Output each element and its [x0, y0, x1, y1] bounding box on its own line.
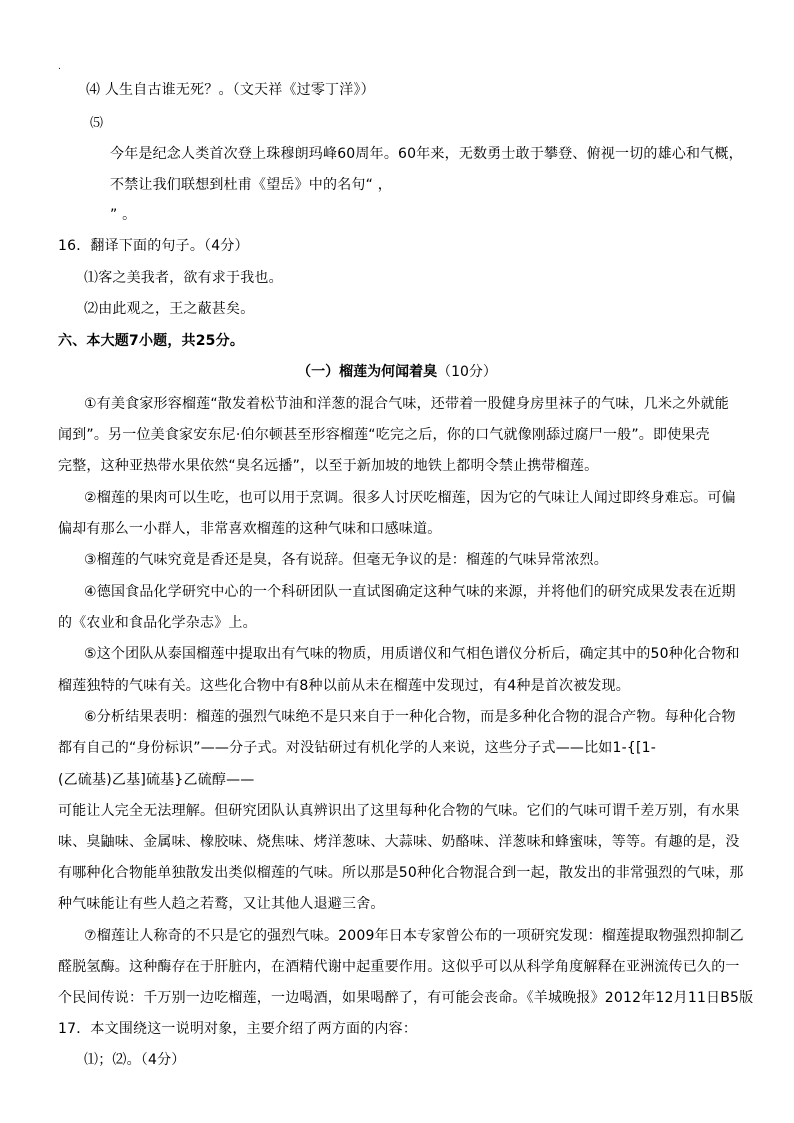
question-17-answer-line: ⑴；⑵。（4分） [84, 1052, 186, 1068]
paragraph-2-line-2: 偏却有那么一小群人，非常喜欢榴莲的这种气味和口感味道。 [58, 521, 442, 537]
paragraph-6-line-3: (乙硫基)乙基]硫基}乙硫醇—— [58, 772, 255, 788]
question-16-sentence-2: ⑵由此观之，王之蔽甚矣。 [84, 301, 255, 317]
paragraph-1-line-2: 闻到”。另一位美食家安东尼·伯尔顿甚至形容榴莲“吃完之后，你的口气就像刚舔过腐尸一般”。即使果壳 [58, 427, 710, 443]
paragraph-6-line-2: 都有自己的“身份标识”——分子式。对没钻研过有机化学的人来说，这些分子式——比如1-{[1- [58, 740, 656, 756]
paragraph-1-line-1: ①有美食家形容榴莲“散发着松节油和洋葱的混合气味，还带着一股健身房里袜子的气味，几米之外就能 [84, 396, 730, 412]
paragraph-7-line-2: 醛脱氢酶。这种酶存在于肝脏内，在酒精代谢中起重要作用。这似乎可以从科学角度解释在亚洲流传已久的一 [58, 959, 740, 975]
paragraph-6-line-1: ⑥分析结果表明：榴莲的强烈气味绝不是只来自于一种化合物，而是多种化合物的混合产物。每种化合物 [84, 709, 736, 725]
poem-item-5-line-2: 不禁让我们联想到杜甫《望岳》中的名句“ ， [110, 177, 392, 193]
paragraph-1-line-3: 完整，这种亚热带水果依然“臭名远播”，以至于新加坡的地铁上都明令禁止携带榴莲。 [58, 458, 599, 474]
paragraph-3-line-1: ③榴莲的气味究竟是香还是臭，各有说辞。但毫无争议的是：榴莲的气味异常浓烈。 [84, 552, 608, 568]
poem-item-5-number: ⑸ [90, 116, 104, 131]
paragraph-6-line-5: 味、臭鼬味、金属味、橡胶味、烧焦味、烤洋葱味、大蒜味、奶酪味、洋葱味和蜂蜜味，等等。有趣的是，没 [58, 834, 740, 850]
paragraph-5-line-1: ⑤这个团队从泰国榴莲中提取出有气味的物质，用质谱仪和气相色谱仪分析后，确定其中的50种化合物和 [84, 646, 740, 662]
poem-item-5-line-3: ” 。 [110, 207, 137, 223]
question-16-sentence-1: ⑴客之美我者，欲有求于我也。 [84, 270, 283, 286]
page-mark: . [58, 62, 61, 72]
paragraph-6-line-6: 有哪种化合物能单独散发出类似榴莲的气味。所以那是50种化合物混合到一起，散发出的非常强烈的气味，那 [58, 865, 744, 881]
section-6-heading: 六、本大题7小题，共25分。 [58, 333, 245, 349]
paragraph-4-line-2: 的《农业和食品化学杂志》上。 [58, 615, 257, 631]
question-17: 17．本文围绕这一说明对象，主要介绍了两方面的内容： [58, 1021, 418, 1037]
paragraph-7-line-1: ⑦榴莲让人称奇的不只是它的强烈气味。2009年日本专家曾公布的一项研究发现：榴莲提取物强烈抑制乙 [84, 928, 744, 944]
poem-item-4: ⑷ 人生自古谁无死？。（文天祥《过零丁洋》） [86, 82, 375, 98]
article-title-text: （一）榴莲为何闻着臭 [297, 364, 438, 380]
article-title-score: （10分） [437, 364, 497, 380]
paragraph-7-line-3: 个民间传说：千万别一边吃榴莲，一边喝酒，如果喝醉了，有可能会丧命。《羊城晚报》2012年12月11日B5版 [58, 990, 754, 1006]
paragraph-6-line-4: 可能让人完全无法理解。但研究团队认真辨识出了这里每种化合物的气味。它们的气味可谓千差万别，有水果 [58, 803, 740, 819]
article-title [0, 362, 794, 382]
paragraph-2-line-1: ②榴莲的果肉可以生吃，也可以用于烹调。很多人讨厌吃榴莲，因为它的气味让人闻过即终身难忘。可偏 [84, 490, 736, 506]
paragraph-6-line-7: 种气味能让有些人趋之若鹜，又让其他人退避三舍。 [58, 896, 385, 912]
question-16: 16．翻译下面的句子。（4分） [58, 238, 249, 254]
paragraph-5-line-2: 榴莲独特的气味有关。这些化合物中有8种以前从未在榴莲中发现过，有4种是首次被发现。 [58, 678, 631, 694]
poem-item-5-line-1: 今年是纪念人类首次登上珠穆朗玛峰60周年。60年来，无数勇士敢于攀登、俯视一切的雄心和气概， [110, 146, 743, 162]
paragraph-4-line-1: ④德国食品化学研究中心的一个科研团队一直试图确定这种气味的来源，并将他们的研究成果发表在近期 [84, 584, 736, 600]
